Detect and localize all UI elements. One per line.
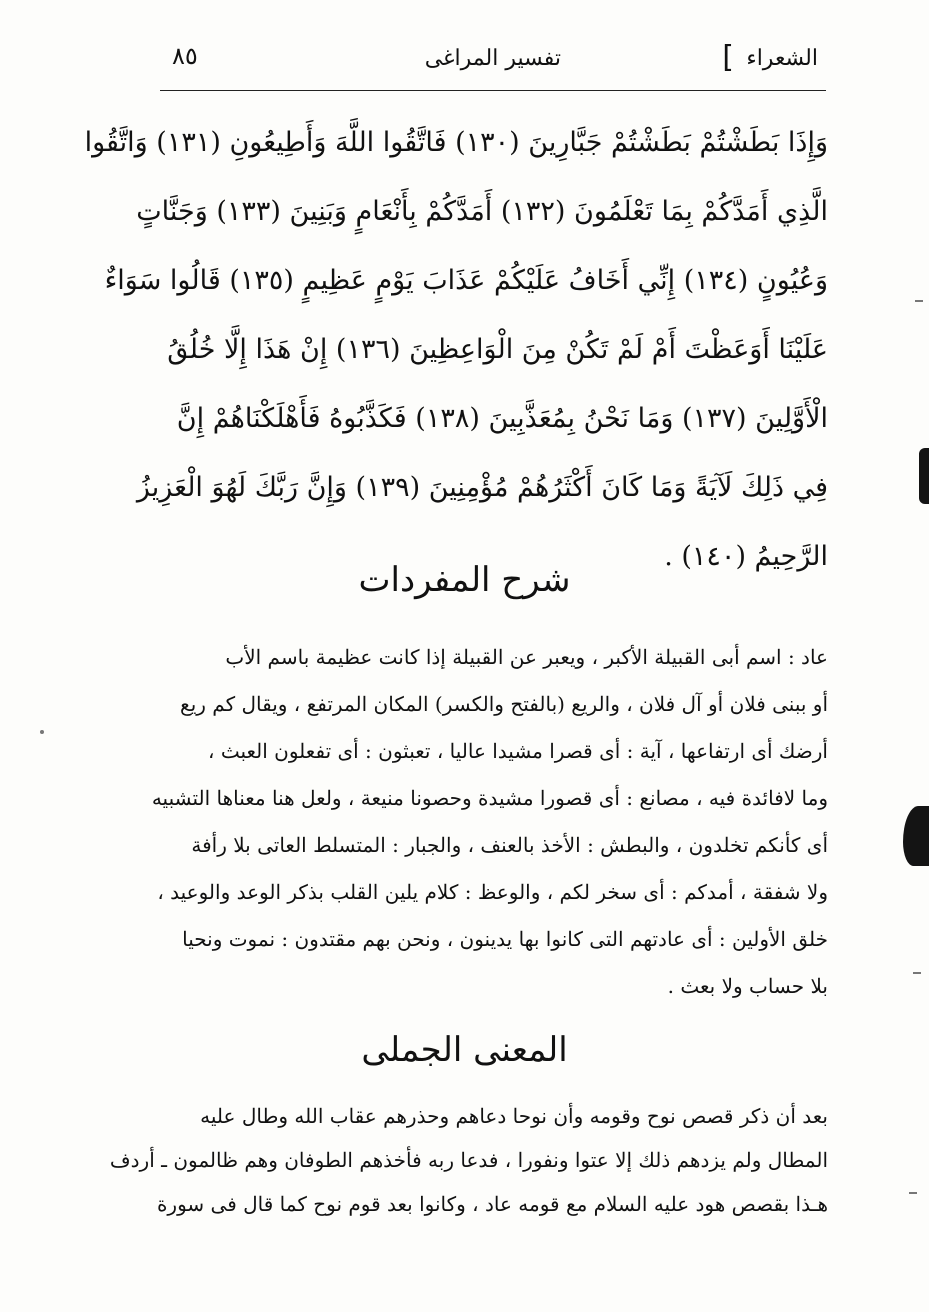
prose-line: خلق الأولين : أى عادتهم التى كانوا بها يدينون ، ونحن بهم مقتدون : نموت ونحيا (182, 927, 828, 951)
prose-line: ولا شفقة ، أمدكم : أى سخر لكم ، والوعظ : كلام يلين القلب بذكر الوعد والوعيد ، (157, 880, 828, 904)
vocabulary-heading: شرح المفردات (358, 560, 571, 600)
verse-line: الْأَوَّلِينَ (١٣٧) وَمَا نَحْنُ بِمُعَذَّبِينَ (١٣٨) فَكَذَّبُوهُ فَأَهْلَكْنَاهُمْ إِنَّ (176, 403, 828, 434)
verse-line: وَإِذَا بَطَشْتُمْ بَطَشْتُمْ جَبَّارِينَ (١٣٠) فَاتَّقُوا اللَّهَ وَأَطِيعُونِ (١٣١) وَاتَّقُوا (84, 127, 828, 158)
book-title: تفسير المراغى (424, 46, 561, 71)
scan-margin-blot (919, 448, 929, 504)
quran-verses (84, 108, 828, 591)
prose-line: أرضك أى ارتفاعها ، آية : أى قصرا مشيدا عاليا ، تعبثون : أى تفعلون العبث ، (208, 739, 828, 763)
verse-line: الَّذِي أَمَدَّكُمْ بِمَا تَعْلَمُونَ (١٣٢) أَمَدَّكُمْ بِأَنْعَامٍ وَبَنِينَ (١٣٣) وَجَنَّاتٍ (136, 196, 828, 227)
scan-speck (913, 972, 921, 974)
prose-line: بلا حساب ولا بعث . (667, 974, 828, 998)
page-number: ٨٥ (172, 42, 198, 70)
prose-line: وما لافائدة فيه ، مصانع : أى قصورا مشيدة وحصونا منيعة ، ولعل هنا معناها التشبيه (151, 786, 828, 810)
header-bracket: ] (722, 40, 734, 75)
scan-speck (40, 730, 44, 734)
page-header (160, 38, 826, 91)
prose-line: عاد : اسم أبى القبيلة الأكبر ، ويعبر عن القبيلة إذا كانت عظيمة باسم الأب (225, 645, 828, 669)
prose-line: أى كأنكم تخلدون ، والبطش : الأخذ بالعنف ، والجبار : المتسلط العاتى بلا رأفة (191, 833, 828, 857)
verse-line: وَعُيُونٍ (١٣٤) إِنِّي أَخَافُ عَلَيْكُمْ عَذَابَ يَوْمٍ عَظِيمٍ (١٣٥) قَالُوا سَوَاءٌ (104, 265, 828, 296)
vocabulary-paragraph (108, 634, 828, 1010)
verse-line: فِي ذَلِكَ لَآيَةً وَمَا كَانَ أَكْثَرُهُمْ مُؤْمِنِينَ (١٣٩) وَإِنَّ رَبَّكَ لَهُوَ الْعَزِيزُ (136, 472, 828, 503)
prose-line: أو ببنى فلان أو آل فلان ، والريع (بالفتح والكسر) المكان المرتفع ، ويقال كم ريع (180, 692, 828, 716)
prose-line: بعد أن ذكر قصص نوح وقومه وأن نوحا دعاهم وحذرهم عقاب الله وطال عليه (200, 1104, 828, 1128)
general-meaning-heading: المعنى الجملى (361, 1030, 568, 1070)
prose-line: هـذا بقصص هود عليه السلام مع قومه عاد ، وكانوا بعد قوم نوح كما قال فى سورة (156, 1192, 828, 1216)
verse-line: الرَّحِيمُ (١٤٠) . (664, 541, 828, 572)
scan-speck (909, 1192, 917, 1194)
surah-name: الشعراء (746, 46, 818, 71)
verse-line: عَلَيْنَا أَوَعَظْتَ أَمْ لَمْ تَكُنْ مِنَ الْوَاعِظِينَ (١٣٦) إِنْ هَذَا إِلَّا خُلُقُ (167, 334, 828, 365)
general-meaning-paragraph (108, 1094, 828, 1226)
scan-margin-blot (903, 806, 929, 866)
prose-line: المطال ولم يزدهم ذلك إلا عتوا ونفورا ، فدعا ربه فأخذهم الطوفان وهم ظالمون ـ أردف (109, 1148, 828, 1172)
scan-speck (915, 300, 923, 302)
